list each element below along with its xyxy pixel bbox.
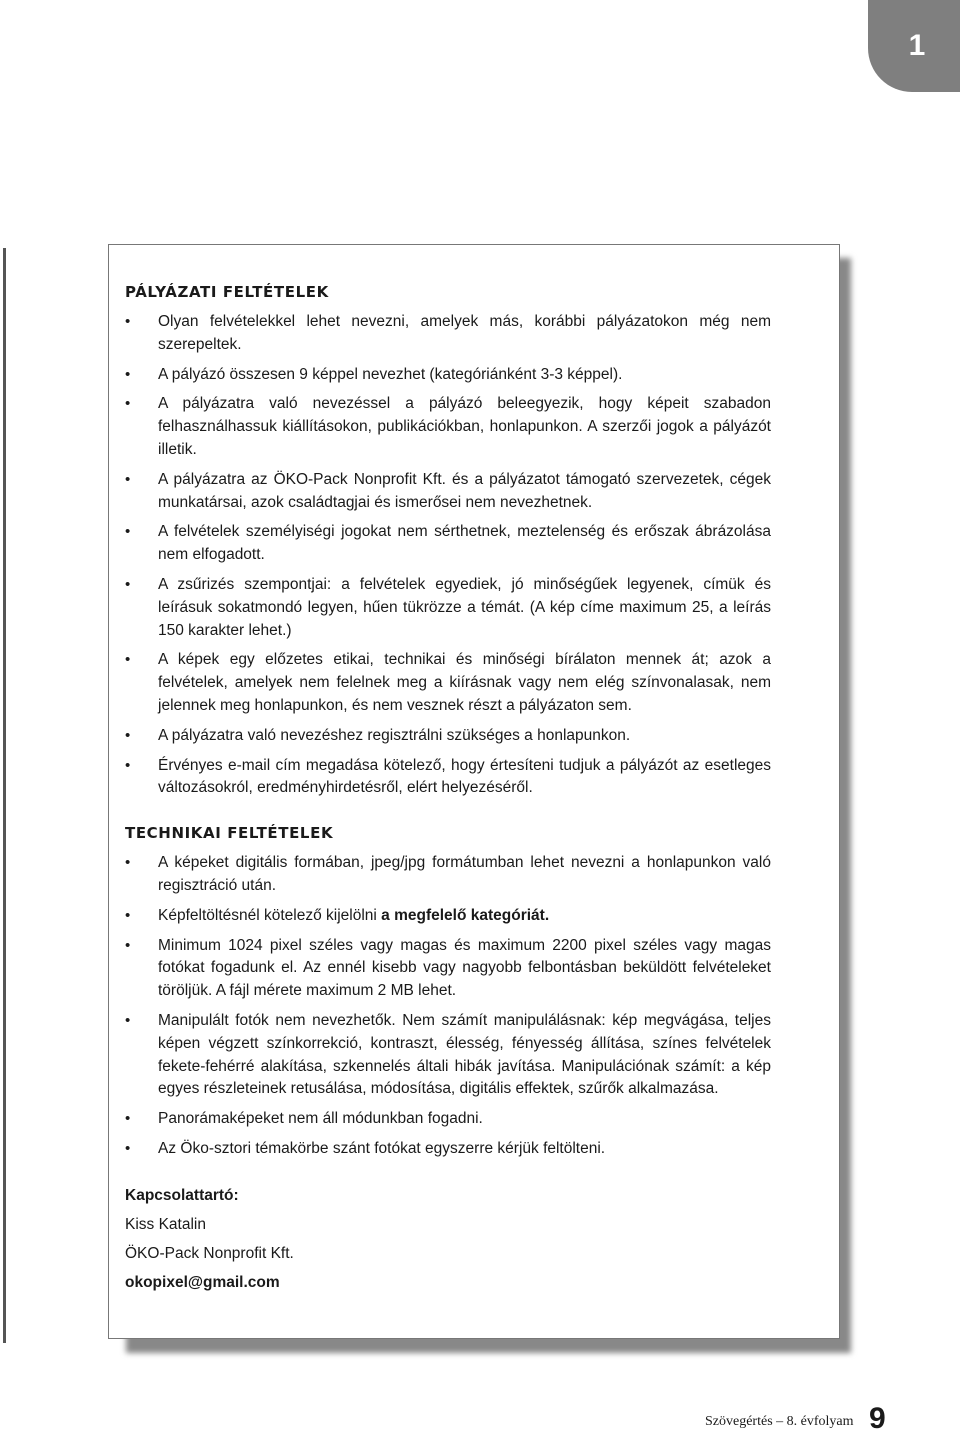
- list-item: • A képek egy előzetes etikai, technikai és minőségi bírálaton mennek át; azok a felvételek, amelyek nem felelnek meg a kiírásnak vagy nem elég színvonalasak, nem jelennek meg honlapunkon, és nem vesznek részt a pályázaton sem.: [125, 651, 771, 714]
- contact-organization: ÖKO-Pack Nonprofit Kft.: [125, 1244, 294, 1262]
- bullet-icon: •: [125, 470, 131, 488]
- bullet-icon: •: [125, 575, 131, 593]
- list-item: • Panorámaképeket nem áll módunkban fogadni.: [125, 1108, 771, 1131]
- bullet-icon: •: [125, 1011, 131, 1029]
- bullet-icon: •: [125, 523, 131, 541]
- bullet-icon: •: [125, 365, 131, 383]
- list-item: • A zsűrizés szempontjai: a felvételek egyediek, jó minőségűek legyenek, címük és leírásuk sokatmondó legyen, hűen tükrözze a témát. (A kép címe maximum 25, a leírás 150 karakter lehet.): [125, 575, 771, 639]
- conditions-list: [125, 311, 771, 800]
- bullet-icon: •: [125, 906, 131, 924]
- list-item: • A felvételek személyiségi jogokat nem sérthetnek, meztelenség és erőszak ábrázolása nem elfogadott.: [125, 523, 771, 564]
- contact-email: okopixel@gmail.com: [125, 1273, 280, 1291]
- chapter-tab: [868, 0, 960, 92]
- left-margin-rule: [3, 248, 6, 1343]
- technical-list: [125, 852, 771, 1161]
- list-item: • A képeket digitális formában, jpeg/jpg formátumban lehet nevezni a honlapunkon való regisztráció után.: [125, 854, 771, 894]
- list-item: • A pályázó összesen 9 képpel nevezhet (kategóriánként 3-3 képpel).: [125, 364, 771, 387]
- contact-block: [125, 1185, 771, 1294]
- list-item: • Képfeltöltésnél kötelező kijelölni a megfelelő kategóriát.: [125, 905, 771, 928]
- contact-label: Kapcsolattartó:: [125, 1186, 239, 1204]
- bullet-icon: •: [125, 313, 131, 330]
- bullet-icon: •: [125, 651, 131, 669]
- box-content: [125, 283, 771, 1301]
- chapter-number: 1: [908, 29, 926, 62]
- footer-book-title: Szövegértés – 8. évfolyam: [705, 1414, 854, 1429]
- list-item: • A pályázatra való nevezéshez regisztrálni szükséges a honlapunkon.: [125, 725, 771, 748]
- list-item: • Minimum 1024 pixel széles vagy magas és maximum 2200 pixel széles vagy magas fotókat fogadunk el. Az ennél kisebb vagy nagyobb felbontásban beküldött felvételeket töröljük. A fájl mérete maximum 2 MB lehet.: [125, 936, 771, 1000]
- emphasis-text: a megfelelő kategóriát.: [381, 906, 550, 924]
- section-heading-technical: TECHNIKAI FELTÉTELEK: [125, 824, 334, 843]
- list-item: • A pályázatra az ÖKO-Pack Nonprofit Kft. és a pályázatot támogató szervezetek, cégek munkatársai, azok családtagjai és ismerősei nem nevezhetnek.: [125, 470, 771, 511]
- bullet-icon: •: [125, 1139, 131, 1157]
- section-heading-conditions: PÁLYÁZATI FELTÉTELEK: [125, 283, 329, 301]
- list-item: • Érvényes e-mail cím megadása kötelező, hogy értesíteni tudjuk a pályázót az esetleges változásokról, eredményhirdetésről, elért helyezéséről.: [125, 756, 771, 797]
- list-item: • Az Öko-sztori témakörbe szánt fotókat egyszerre kérjük feltölteni.: [125, 1138, 771, 1161]
- list-item: • Olyan felvételekkel lehet nevezni, amelyek más, korábbi pályázatokon még nem szerepeltek.: [125, 313, 771, 353]
- list-item: • Manipulált fotók nem nevezhetők. Nem számít manipulálásnak: kép megvágása, teljes képen végzett színkorrekció, kontraszt, élesség, fényesség állítása, színes felvételek fekete-fehérré alakítása, szkennelés általi hibák javítása. Manipulációnak számít: a kép egyes részleteinek retusálása, módosítása, digitális effektek, szűrők alkalmazása.: [125, 1011, 771, 1098]
- page-number: 9: [869, 1402, 886, 1435]
- bullet-icon: •: [125, 854, 131, 872]
- bullet-icon: •: [125, 1110, 131, 1128]
- list-item: • A pályázatra való nevezéssel a pályázó beleegyezik, hogy képeit szabadon felhasználhassuk kiállításokon, publikációkban, honlapunkon. A szerzői jogok a pályázót illetik.: [125, 395, 771, 458]
- bullet-icon: •: [125, 726, 131, 744]
- bullet-icon: •: [125, 395, 131, 413]
- bullet-icon: •: [125, 936, 131, 954]
- bullet-icon: •: [125, 756, 131, 774]
- contact-name: Kiss Katalin: [125, 1215, 206, 1233]
